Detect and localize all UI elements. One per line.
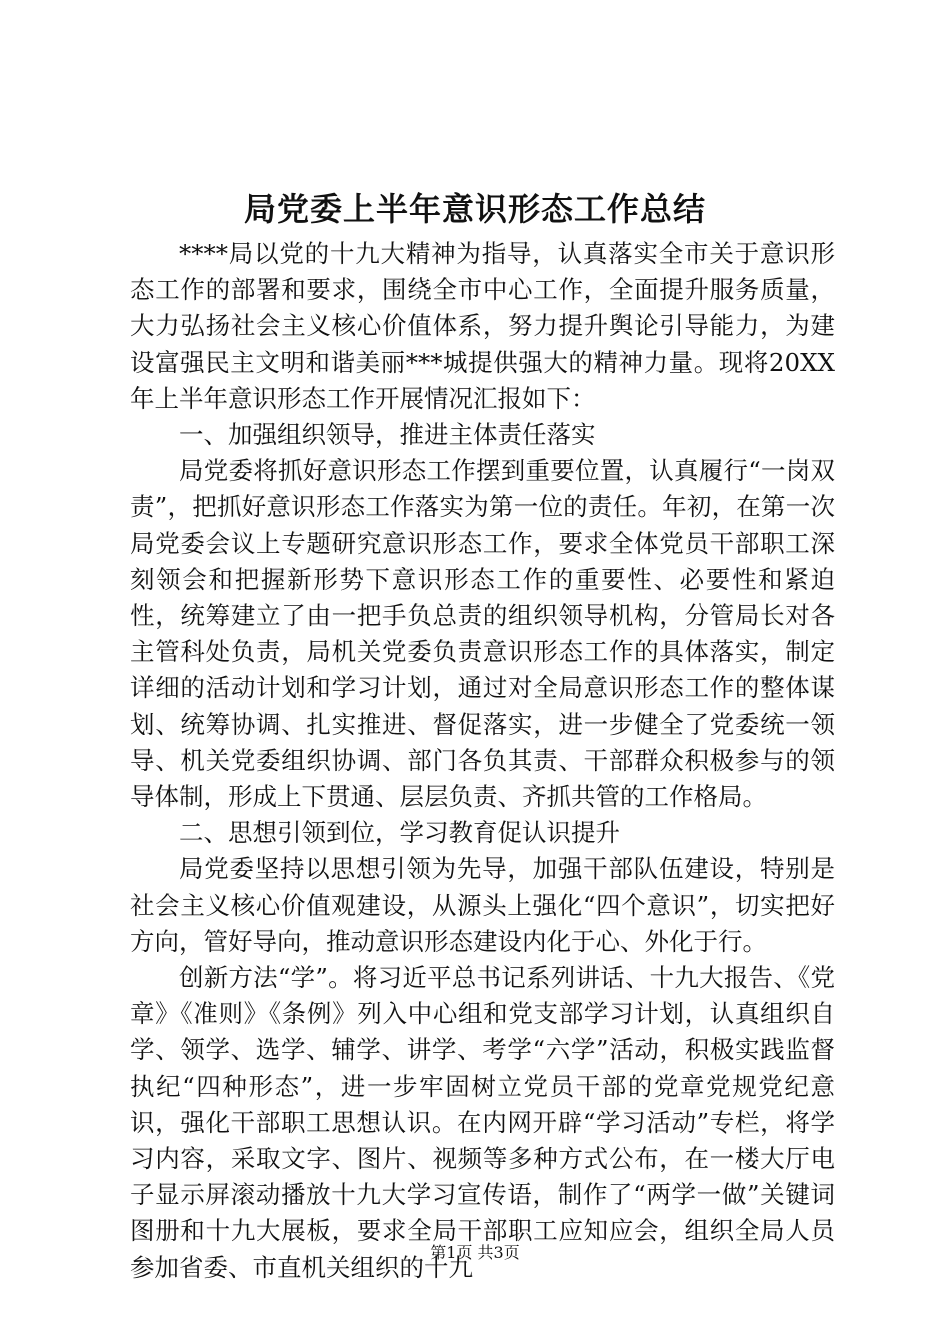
page-footer: 第1页 共3页 bbox=[430, 1243, 520, 1262]
section-heading-2: 二、思想引领到位，学习教育促认识提升 bbox=[179, 818, 620, 848]
body-paragraph: 局党委将抓好意识形态工作摆到重要位置，认真履行“一岗双责”，把抓好意识形态工作落实为第一位的责任。年初，在第一次局党委会议上专题研究意识形态工作，要求全体党员干部职工深刻领会和把握新形势下意识形态工作的重要性、必要性和紧迫性，统筹建立了由一把手负总责的组织领导机构，分管局长对各主管科处负责，局机关党委负责意识形态工作的具体落实，制定详细的活动计划和学习计划，通过对全局意识形态工作的整体谋划、统筹协调、扎实推进、督促落实，进一步健全了党委统一领导、机关党委组织协调、部门各负其责、干部群众积极参与的领导体制，形成上下贯通、层层负责、齐抓共管的工作格局。 bbox=[130, 456, 835, 812]
body-paragraph: 创新方法“学”。将习近平总书记系列讲话、十九大报告、《党章》《准则》《条例》列入中心组和党支部学习计划，认真组织自学、领学、选学、辅学、讲学、考学“六学”活动，积极实践监督执纪“四种形态”，进一步牢固树立党员干部的党章党规党纪意识，强化干部职工思想认识。在内网开辟“学习活动”专栏，将学习内容，采取文字、图片、视频等多种方式公布，在一楼大厅电子显示屏滚动播放十九大学习宣传语，制作了“两学一做”关键词图册和十九大展板，要求全局干部职工应知应会，组织全局人员参加省委、市直机关组织的十九 bbox=[130, 963, 835, 1282]
body-paragraph: 局党委坚持以思想引领为先导，加强干部队伍建设，特别是社会主义核心价值观建设，从源头上强化“四个意识”，切实把好方向，管好导向，推动意识形态建设内化于心、外化于行。 bbox=[130, 854, 835, 956]
document-body bbox=[130, 236, 835, 1286]
document-title: 局党委上半年意识形态工作总结 bbox=[243, 190, 706, 228]
section-heading-1: 一、加强组织领导，推进主体责任落实 bbox=[179, 420, 596, 450]
intro-paragraph: ****局以党的十九大精神为指导，认真落实全市关于意识形态工作的部署和要求，围绕全市中心工作，全面提升服务质量，大力弘扬社会主义核心价值体系，努力提升舆论引导能力，为建设富强民主文明和谐美丽***城提供强大的精神力量。现将20XX年上半年意识形态工作开展情况汇报如下： bbox=[130, 239, 835, 413]
